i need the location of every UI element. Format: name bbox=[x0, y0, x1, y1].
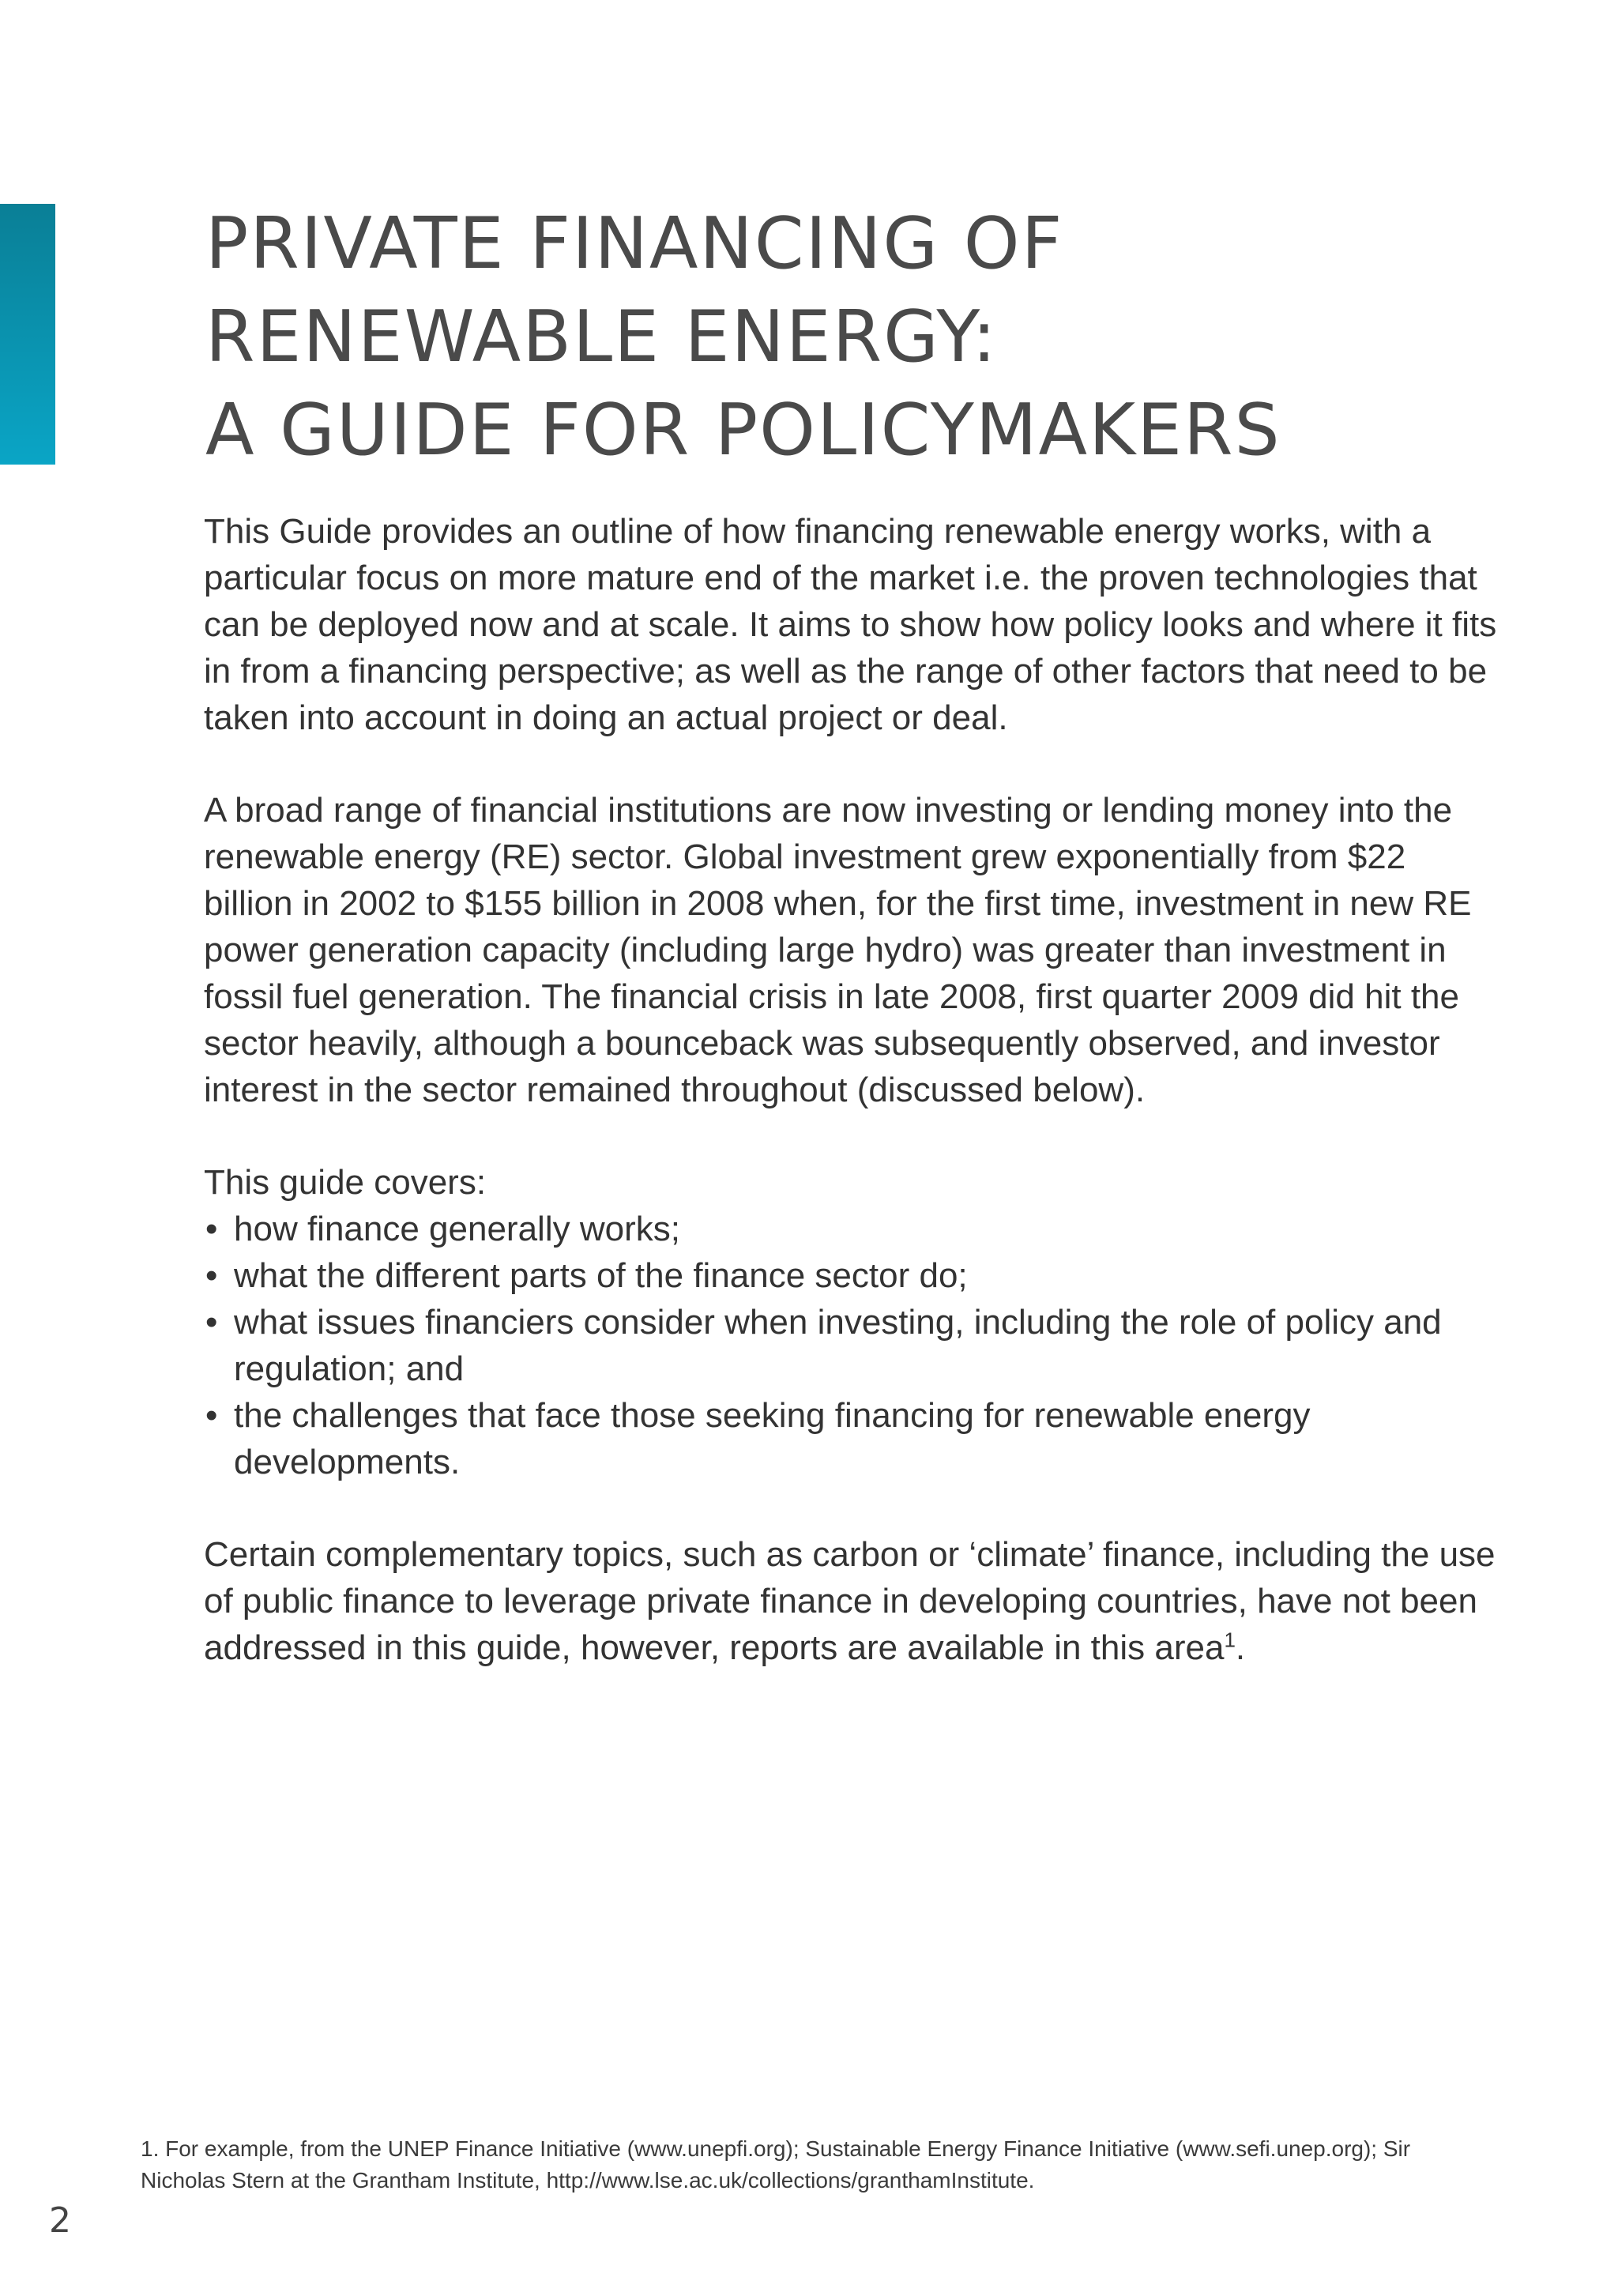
paragraph-intro-guide: This Guide provides an outline of how financing renewable energy works, with a particular focus on more mature end of the market i.e. the proven technologies that can be deployed now and at scale. It aims to show how policy looks and where it fits in from a financing perspective; as well as the range of other factors that need to be taken into account in doing an actual project or deal. bbox=[204, 512, 1497, 737]
list-item: • how finance generally works; bbox=[204, 1206, 1499, 1252]
covers-list bbox=[204, 1206, 1499, 1485]
accent-bar bbox=[0, 204, 55, 465]
page-title bbox=[205, 198, 1509, 477]
body-text bbox=[204, 508, 1499, 1717]
footnote-ref: 1 bbox=[1224, 1628, 1236, 1652]
paragraph-investment: A broad range of financial institutions are now investing or lending money into the renewable energy (RE) sector. Global investment grew exponentially from $22 billion in 2002 to $155 billion in 2008 when, for the first time, investment in new RE power generation capacity (including large hydro) was greater than investment in fossil fuel generation. The financial crisis in late 2008, first quarter 2009 did hit the sector heavily, although a bounceback was subsequently observed, and investor interest in the sector remained throughout (discussed below). bbox=[204, 791, 1472, 1109]
list-item: • the challenges that face those seeking financing for renewable energy developments. bbox=[204, 1392, 1499, 1485]
title-line: PRIVATE FINANCING OF bbox=[205, 202, 1064, 285]
closing-end: . bbox=[1235, 1628, 1246, 1667]
title-line: A GUIDE FOR POLICYMAKERS bbox=[205, 389, 1281, 472]
list-item: • what issues financiers consider when investing, including the role of policy and regulation; and bbox=[204, 1299, 1499, 1392]
page-number: 2 bbox=[49, 2200, 71, 2241]
footnote: 1. For example, from the UNEP Finance Initiative (www.unepfi.org); Sustainable Energy Finance Initiative (www.sefi.unep.org); Sir Nicholas Stern at the Grantham Institute, http://www.lse.ac.uk/collections/granthamInstitute. bbox=[141, 2136, 1411, 2192]
list-item: • what the different parts of the finance sector do; bbox=[204, 1252, 1499, 1299]
closing-text: Certain complementary topics, such as carbon or ‘climate’ finance, including the use of public finance to leverage private finance in developing countries, have not been addressed in this guide, however, reports are available in this area bbox=[204, 1535, 1496, 1667]
covers-intro: This guide covers: bbox=[204, 1163, 487, 1202]
paragraph-closing bbox=[204, 1531, 1499, 1671]
title-line: RENEWABLE ENERGY: bbox=[205, 295, 998, 378]
